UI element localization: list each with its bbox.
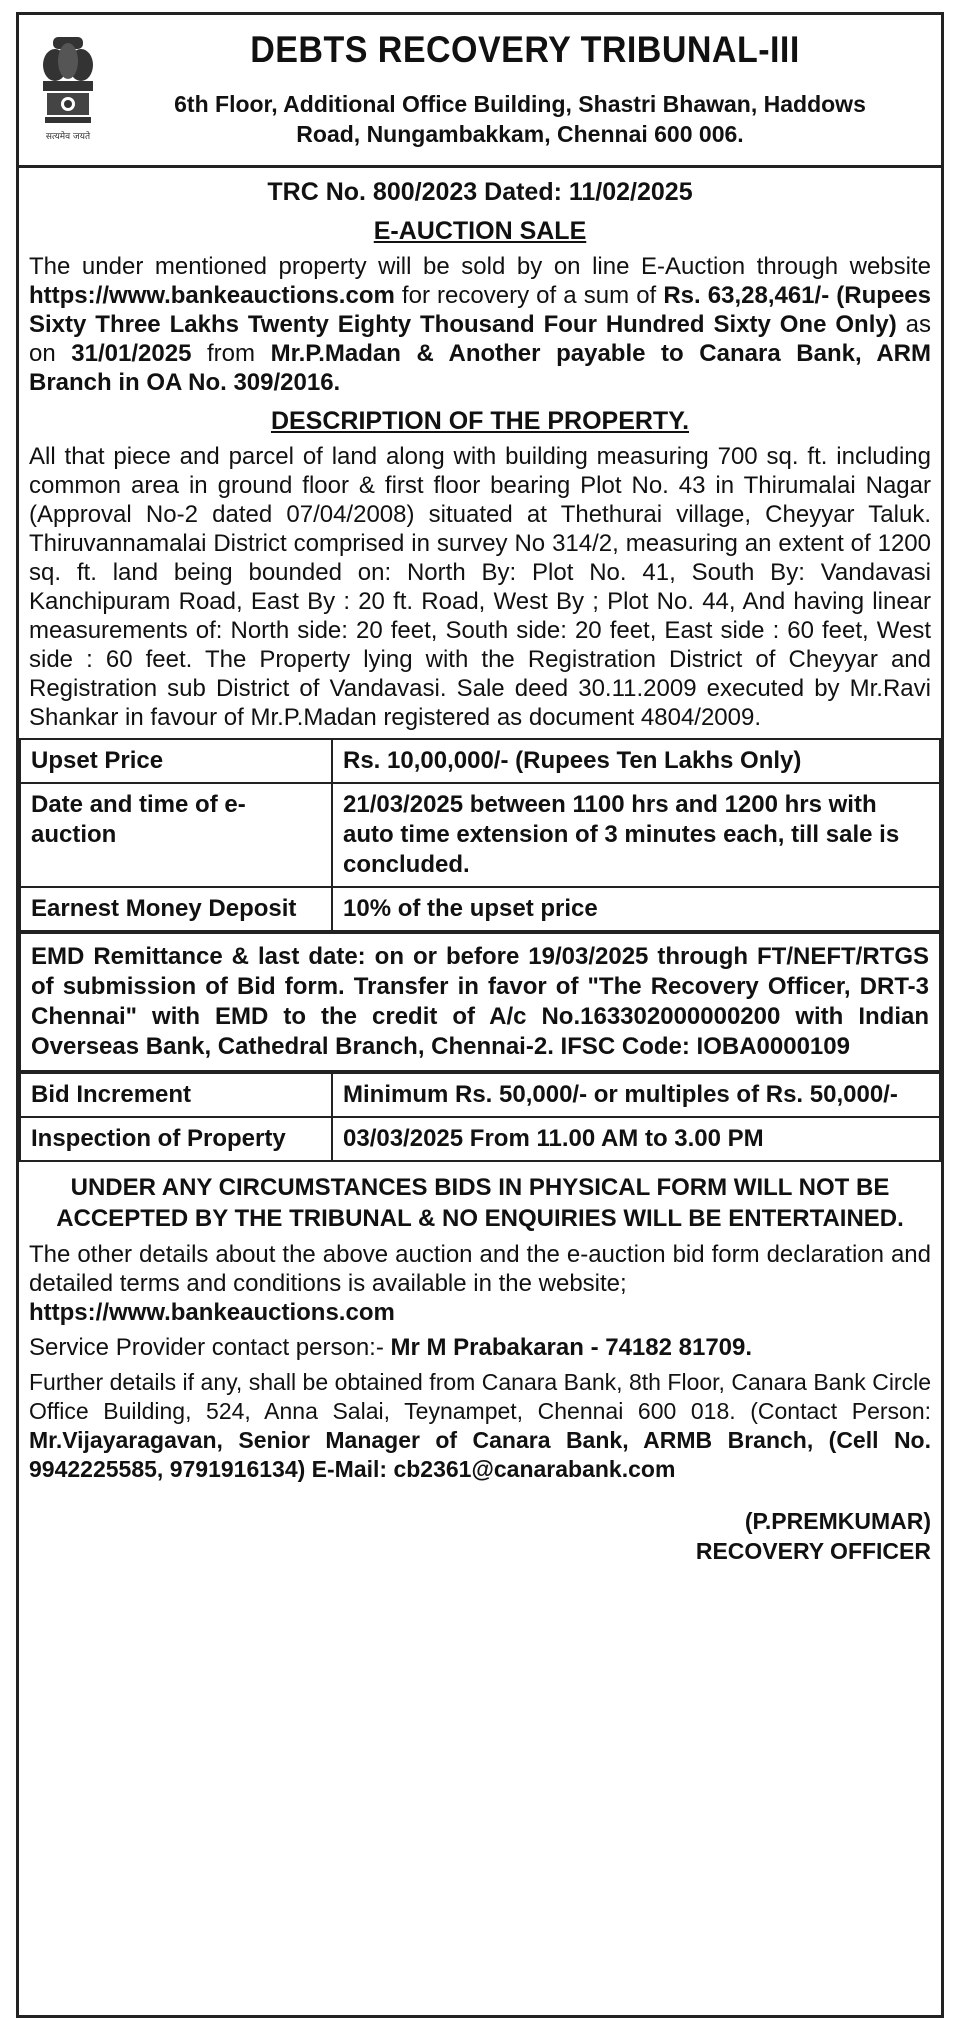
trc-number: TRC No. 800/2023 Dated: 11/02/2025 [267,178,693,206]
table-row [20,1117,940,1161]
intro-paragraph [19,252,941,397]
table-row [20,1073,940,1117]
other-details-text: The other details about the above auction and the e-auction bid form declaration and detailed terms and conditions is available in the website; [29,1241,931,1297]
intro-text: for recovery of a sum of [394,282,664,309]
upset-price-value: Rs. 10,00,000/- (Rupees Ten Lakhs Only) [332,739,940,783]
details-website: https://www.bankeauctions.com [29,1299,395,1326]
service-contact: Mr M Prabakaran - 74182 81709. [390,1334,753,1361]
inspection-label: Inspection of Property [20,1117,332,1161]
emblem-caption: सत्यमेव जयते [45,132,91,142]
intro-text: The under mentioned property will be sold by on line E-Auction through website [29,253,931,280]
tribunal-title: DEBTS RECOVERY TRIBUNAL-III [250,29,800,70]
property-description: All that piece and parcel of land along with building measuring 700 sq. ft. including common area in ground floor & first floor bearing Plot No. 43 in Thirumalai Nagar (Approval No-2 dated 07/04/2008) situated at Thethurai village, Cheyyar Taluk. Thiruvannamalai District comprised in survey No 314/2, measuring an extent of 1200 sq. ft. land being bounded on: North By: Plot No. 41, South By: Vandavasi Kanchipuram Road, East By : 20 ft. Road, West By ; Plot No. 44, And having linear measurements of: North side: 20 feet, South side: 20 feet, East side : 60 feet, West side : 60 feet. The Property lying with the Registration District of Cheyyar and Registration sub District of Vandavasi. Sale deed 30.11.2009 executed by Mr.Ravi Shankar in favour of Mr.P.Madan registered as document 4804/2009. [29,443,931,731]
further-text: Further details if any, shall be obtained from Canara Bank, 8th Floor, Canara Bank Circle Office Building, 524, Anna Salai, Teynampet, Chennai 600 018. (Contact Person: [29,1369,931,1424]
recovery-date: 31/01/2025 [71,340,192,367]
address-line-1: 6th Floor, Additional Office Building, Shastri Bhawan, Haddows [174,91,866,117]
service-provider [19,1333,941,1362]
bid-details-table [19,1072,941,1162]
bid-increment-value: Minimum Rs. 50,000/- or multiples of Rs. 50,000/- [332,1073,940,1117]
emd-label: Earnest Money Deposit [20,887,332,931]
recovery-amount: Rs. 63,28,461/- (Rupees Sixty Three Lakhs Twenty Eighty Thousand Four Hundred Sixty One Only) [29,282,931,338]
table-row [20,887,940,931]
intro-text: as on [29,311,931,367]
auction-details-table [19,738,941,932]
auction-date-label: Date and time of e-auction [20,783,332,887]
debtor-party: Mr.P.Madan & Another payable to Canara Bank, ARM Branch in OA No. 309/2016. [29,340,931,396]
sale-heading: E-AUCTION SALE [373,217,587,245]
description-heading: DESCRIPTION OF THE PROPERTY. [270,407,690,435]
table-row [20,739,940,783]
signature-block [19,1506,941,1566]
physical-bid-warning: UNDER ANY CIRCUMSTANCES BIDS IN PHYSICAL FORM WILL NOT BE ACCEPTED BY THE TRIBUNAL & NO ENQUIRIES WILL BE ENTERTAINED. [56,1174,904,1232]
officer-designation: RECOVERY OFFICER [695,1538,931,1564]
upset-price-label: Upset Price [20,739,332,783]
notice-header [19,15,941,168]
table-row [20,783,940,887]
notice-page [16,12,944,2018]
other-details [19,1240,941,1327]
tribunal-address [119,89,921,149]
inspection-value: 03/03/2025 From 11.00 AM to 3.00 PM [332,1117,940,1161]
state-emblem-icon [33,31,103,151]
emd-remittance: EMD Remittance & last date: on or before 19/03/2025 through FT/NEFT/RTGS of submission of Bid form. Transfer in favor of "The Recovery Officer, DRT-3 Chennai" with EMD to the credit of A/c No.163302000000200 with Indian Overseas Bank, Cathedral Branch, Chennai-2. IFSC Code: IOBA0000109 [19,932,941,1072]
officer-name: (P.PREMKUMAR) [744,1508,931,1534]
address-line-2: Road, Nungambakkam, Chennai 600 006. [296,121,744,147]
emd-value: 10% of the upset price [332,887,940,931]
intro-text: from [191,340,271,367]
service-label: Service Provider contact person:- [29,1334,391,1361]
auction-date-value: 21/03/2025 between 1100 hrs and 1200 hrs with auto time extension of 3 minutes each, till sale is concluded. [332,783,940,887]
intro-website: https://www.bankeauctions.com [29,282,395,309]
further-details [19,1368,941,1484]
contact-person: Mr.Vijayaragavan, Senior Manager of Canara Bank, ARMB Branch, (Cell No. 9942225585, 9791916134) E-Mail: cb2361@canarabank.com [29,1427,931,1482]
bid-increment-label: Bid Increment [20,1073,332,1117]
